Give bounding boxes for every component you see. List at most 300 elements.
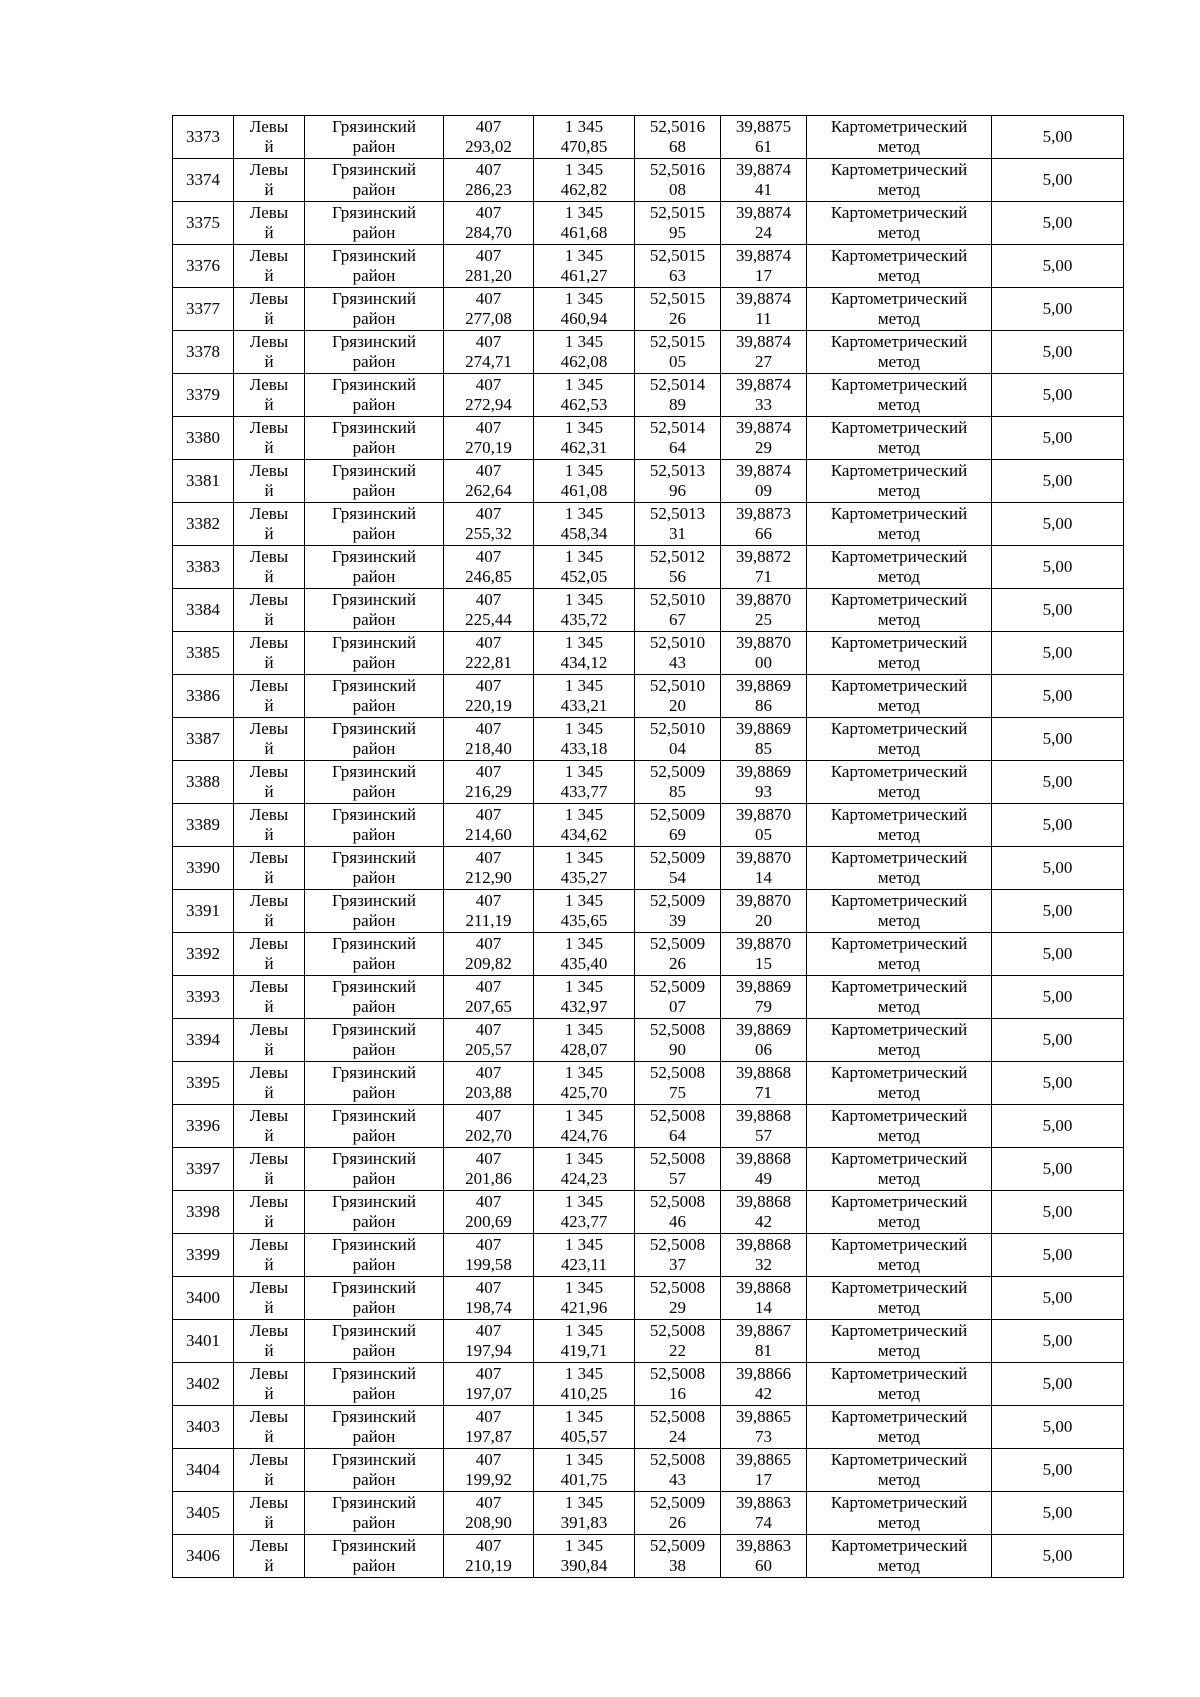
district-cell: Грязинский район [305,1062,444,1105]
district-cell: Грязинский район [305,331,444,374]
method-cell: Картометрический метод [807,288,992,331]
district-cell: Грязинский район [305,847,444,890]
x-coordinate-cell: 407 286,23 [444,159,534,202]
latitude-cell: 52,5015 95 [635,202,721,245]
district-cell: Грязинский район [305,718,444,761]
table-row [173,847,1124,890]
point-number-cell: 3385 [173,632,234,675]
y-coordinate-cell: 1 345 434,12 [534,632,635,675]
x-coordinate-cell: 407 274,71 [444,331,534,374]
accuracy-cell: 5,00 [992,847,1124,890]
side-cell: Левы й [234,460,305,503]
district-cell: Грязинский район [305,159,444,202]
table-row [173,116,1124,159]
x-coordinate-cell: 407 209,82 [444,933,534,976]
table-row [173,589,1124,632]
x-coordinate-cell: 407 212,90 [444,847,534,890]
district-cell: Грязинский район [305,632,444,675]
longitude-cell: 39,8863 60 [721,1535,807,1578]
point-number-cell: 3375 [173,202,234,245]
latitude-cell: 52,5008 37 [635,1234,721,1277]
district-cell: Грязинский район [305,1277,444,1320]
latitude-cell: 52,5010 20 [635,675,721,718]
x-coordinate-cell: 407 205,57 [444,1019,534,1062]
point-number-cell: 3380 [173,417,234,460]
table-row [173,1277,1124,1320]
longitude-cell: 39,8869 93 [721,761,807,804]
latitude-cell: 52,5008 90 [635,1019,721,1062]
method-cell: Картометрический метод [807,1406,992,1449]
table-row [173,1449,1124,1492]
latitude-cell: 52,5014 64 [635,417,721,460]
x-coordinate-cell: 407 199,58 [444,1234,534,1277]
side-cell: Левы й [234,1191,305,1234]
x-coordinate-cell: 407 197,07 [444,1363,534,1406]
accuracy-cell: 5,00 [992,1277,1124,1320]
latitude-cell: 52,5010 43 [635,632,721,675]
longitude-cell: 39,8869 85 [721,718,807,761]
y-coordinate-cell: 1 345 462,08 [534,331,635,374]
district-cell: Грязинский район [305,589,444,632]
method-cell: Картометрический метод [807,546,992,589]
point-number-cell: 3379 [173,374,234,417]
point-number-cell: 3393 [173,976,234,1019]
longitude-cell: 39,8870 20 [721,890,807,933]
latitude-cell: 52,5008 57 [635,1148,721,1191]
accuracy-cell: 5,00 [992,1148,1124,1191]
district-cell: Грязинский район [305,546,444,589]
table-row [173,933,1124,976]
point-number-cell: 3401 [173,1320,234,1363]
latitude-cell: 52,5015 05 [635,331,721,374]
longitude-cell: 39,8870 00 [721,632,807,675]
method-cell: Картометрический метод [807,718,992,761]
district-cell: Грязинский район [305,1019,444,1062]
table-row [173,1019,1124,1062]
method-cell: Картометрический метод [807,1492,992,1535]
side-cell: Левы й [234,804,305,847]
table-row [173,632,1124,675]
accuracy-cell: 5,00 [992,976,1124,1019]
accuracy-cell: 5,00 [992,1320,1124,1363]
accuracy-cell: 5,00 [992,1492,1124,1535]
method-cell: Картометрический метод [807,417,992,460]
point-number-cell: 3377 [173,288,234,331]
y-coordinate-cell: 1 345 423,11 [534,1234,635,1277]
side-cell: Левы й [234,1105,305,1148]
side-cell: Левы й [234,1535,305,1578]
y-coordinate-cell: 1 345 460,94 [534,288,635,331]
accuracy-cell: 5,00 [992,503,1124,546]
point-number-cell: 3382 [173,503,234,546]
y-coordinate-cell: 1 345 390,84 [534,1535,635,1578]
table-row [173,245,1124,288]
coordinates-table [172,115,1124,1578]
point-number-cell: 3391 [173,890,234,933]
accuracy-cell: 5,00 [992,1535,1124,1578]
latitude-cell: 52,5008 16 [635,1363,721,1406]
y-coordinate-cell: 1 345 435,65 [534,890,635,933]
x-coordinate-cell: 407 201,86 [444,1148,534,1191]
table-row [173,503,1124,546]
longitude-cell: 39,8874 11 [721,288,807,331]
y-coordinate-cell: 1 345 435,40 [534,933,635,976]
y-coordinate-cell: 1 345 470,85 [534,116,635,159]
latitude-cell: 52,5016 68 [635,116,721,159]
district-cell: Грязинский район [305,1234,444,1277]
method-cell: Картометрический метод [807,890,992,933]
district-cell: Грязинский район [305,1535,444,1578]
y-coordinate-cell: 1 345 433,77 [534,761,635,804]
point-number-cell: 3374 [173,159,234,202]
longitude-cell: 39,8868 57 [721,1105,807,1148]
x-coordinate-cell: 407 211,19 [444,890,534,933]
point-number-cell: 3373 [173,116,234,159]
y-coordinate-cell: 1 345 462,31 [534,417,635,460]
method-cell: Картометрический метод [807,1234,992,1277]
x-coordinate-cell: 407 210,19 [444,1535,534,1578]
point-number-cell: 3389 [173,804,234,847]
latitude-cell: 52,5013 96 [635,460,721,503]
accuracy-cell: 5,00 [992,202,1124,245]
latitude-cell: 52,5013 31 [635,503,721,546]
latitude-cell: 52,5008 24 [635,1406,721,1449]
latitude-cell: 52,5008 43 [635,1449,721,1492]
method-cell: Картометрический метод [807,1191,992,1234]
accuracy-cell: 5,00 [992,1105,1124,1148]
latitude-cell: 52,5015 26 [635,288,721,331]
point-number-cell: 3390 [173,847,234,890]
side-cell: Левы й [234,632,305,675]
accuracy-cell: 5,00 [992,331,1124,374]
accuracy-cell: 5,00 [992,1406,1124,1449]
x-coordinate-cell: 407 246,85 [444,546,534,589]
longitude-cell: 39,8875 61 [721,116,807,159]
table-body [173,116,1124,1578]
point-number-cell: 3399 [173,1234,234,1277]
longitude-cell: 39,8869 86 [721,675,807,718]
table-row [173,1535,1124,1578]
x-coordinate-cell: 407 293,02 [444,116,534,159]
table-row [173,1492,1124,1535]
y-coordinate-cell: 1 345 423,77 [534,1191,635,1234]
longitude-cell: 39,8873 66 [721,503,807,546]
x-coordinate-cell: 407 262,64 [444,460,534,503]
x-coordinate-cell: 407 208,90 [444,1492,534,1535]
point-number-cell: 3381 [173,460,234,503]
point-number-cell: 3392 [173,933,234,976]
method-cell: Картометрический метод [807,1535,992,1578]
district-cell: Грязинский район [305,202,444,245]
district-cell: Грязинский район [305,1363,444,1406]
district-cell: Грязинский район [305,1449,444,1492]
accuracy-cell: 5,00 [992,1191,1124,1234]
longitude-cell: 39,8868 71 [721,1062,807,1105]
accuracy-cell: 5,00 [992,804,1124,847]
longitude-cell: 39,8874 33 [721,374,807,417]
longitude-cell: 39,8874 17 [721,245,807,288]
method-cell: Картометрический метод [807,374,992,417]
point-number-cell: 3394 [173,1019,234,1062]
point-number-cell: 3395 [173,1062,234,1105]
longitude-cell: 39,8868 42 [721,1191,807,1234]
table-row [173,1191,1124,1234]
district-cell: Грязинский район [305,761,444,804]
accuracy-cell: 5,00 [992,1234,1124,1277]
longitude-cell: 39,8865 17 [721,1449,807,1492]
point-number-cell: 3405 [173,1492,234,1535]
table-row [173,1148,1124,1191]
district-cell: Грязинский район [305,1148,444,1191]
side-cell: Левы й [234,202,305,245]
table-row [173,331,1124,374]
district-cell: Грязинский район [305,1492,444,1535]
district-cell: Грязинский район [305,374,444,417]
table-row [173,976,1124,1019]
point-number-cell: 3397 [173,1148,234,1191]
latitude-cell: 52,5010 04 [635,718,721,761]
side-cell: Левы й [234,589,305,632]
longitude-cell: 39,8869 06 [721,1019,807,1062]
side-cell: Левы й [234,417,305,460]
accuracy-cell: 5,00 [992,245,1124,288]
accuracy-cell: 5,00 [992,718,1124,761]
table-row [173,1105,1124,1148]
accuracy-cell: 5,00 [992,890,1124,933]
side-cell: Левы й [234,116,305,159]
longitude-cell: 39,8865 73 [721,1406,807,1449]
point-number-cell: 3376 [173,245,234,288]
accuracy-cell: 5,00 [992,1062,1124,1105]
district-cell: Грязинский район [305,804,444,847]
method-cell: Картометрический метод [807,159,992,202]
accuracy-cell: 5,00 [992,374,1124,417]
x-coordinate-cell: 407 277,08 [444,288,534,331]
side-cell: Левы й [234,1234,305,1277]
accuracy-cell: 5,00 [992,288,1124,331]
district-cell: Грязинский район [305,460,444,503]
side-cell: Левы й [234,288,305,331]
latitude-cell: 52,5009 69 [635,804,721,847]
point-number-cell: 3402 [173,1363,234,1406]
method-cell: Картометрический метод [807,331,992,374]
side-cell: Левы й [234,847,305,890]
latitude-cell: 52,5008 29 [635,1277,721,1320]
district-cell: Грязинский район [305,890,444,933]
accuracy-cell: 5,00 [992,1019,1124,1062]
district-cell: Грязинский район [305,1320,444,1363]
side-cell: Левы й [234,1320,305,1363]
longitude-cell: 39,8872 71 [721,546,807,589]
table-row [173,1320,1124,1363]
accuracy-cell: 5,00 [992,761,1124,804]
latitude-cell: 52,5016 08 [635,159,721,202]
x-coordinate-cell: 407 207,65 [444,976,534,1019]
method-cell: Картометрический метод [807,116,992,159]
table-row [173,1406,1124,1449]
side-cell: Левы й [234,890,305,933]
latitude-cell: 52,5012 56 [635,546,721,589]
y-coordinate-cell: 1 345 433,18 [534,718,635,761]
table-row [173,159,1124,202]
side-cell: Левы й [234,976,305,1019]
method-cell: Картометрический метод [807,675,992,718]
y-coordinate-cell: 1 345 401,75 [534,1449,635,1492]
longitude-cell: 39,8870 25 [721,589,807,632]
side-cell: Левы й [234,1062,305,1105]
accuracy-cell: 5,00 [992,1449,1124,1492]
latitude-cell: 52,5009 39 [635,890,721,933]
method-cell: Картометрический метод [807,1148,992,1191]
accuracy-cell: 5,00 [992,159,1124,202]
point-number-cell: 3403 [173,1406,234,1449]
x-coordinate-cell: 407 272,94 [444,374,534,417]
side-cell: Левы й [234,1406,305,1449]
longitude-cell: 39,8874 27 [721,331,807,374]
method-cell: Картометрический метод [807,460,992,503]
method-cell: Картометрический метод [807,1363,992,1406]
table-row [173,288,1124,331]
x-coordinate-cell: 407 198,74 [444,1277,534,1320]
y-coordinate-cell: 1 345 461,08 [534,460,635,503]
method-cell: Картометрический метод [807,804,992,847]
x-coordinate-cell: 407 197,94 [444,1320,534,1363]
side-cell: Левы й [234,331,305,374]
latitude-cell: 52,5009 38 [635,1535,721,1578]
latitude-cell: 52,5014 89 [635,374,721,417]
latitude-cell: 52,5009 85 [635,761,721,804]
table-row [173,417,1124,460]
y-coordinate-cell: 1 345 425,70 [534,1062,635,1105]
longitude-cell: 39,8870 15 [721,933,807,976]
x-coordinate-cell: 407 220,19 [444,675,534,718]
table-row [173,374,1124,417]
accuracy-cell: 5,00 [992,933,1124,976]
y-coordinate-cell: 1 345 432,97 [534,976,635,1019]
side-cell: Левы й [234,933,305,976]
y-coordinate-cell: 1 345 421,96 [534,1277,635,1320]
table-row [173,804,1124,847]
district-cell: Грязинский район [305,1105,444,1148]
table-row [173,761,1124,804]
method-cell: Картометрический метод [807,976,992,1019]
latitude-cell: 52,5009 26 [635,1492,721,1535]
accuracy-cell: 5,00 [992,546,1124,589]
latitude-cell: 52,5008 75 [635,1062,721,1105]
method-cell: Картометрический метод [807,1019,992,1062]
x-coordinate-cell: 407 284,70 [444,202,534,245]
accuracy-cell: 5,00 [992,675,1124,718]
district-cell: Грязинский район [305,245,444,288]
longitude-cell: 39,8868 32 [721,1234,807,1277]
x-coordinate-cell: 407 216,29 [444,761,534,804]
longitude-cell: 39,8870 14 [721,847,807,890]
accuracy-cell: 5,00 [992,116,1124,159]
method-cell: Картометрический метод [807,245,992,288]
point-number-cell: 3404 [173,1449,234,1492]
district-cell: Грязинский район [305,976,444,1019]
district-cell: Грязинский район [305,503,444,546]
latitude-cell: 52,5008 64 [635,1105,721,1148]
point-number-cell: 3378 [173,331,234,374]
longitude-cell: 39,8874 24 [721,202,807,245]
latitude-cell: 52,5009 26 [635,933,721,976]
longitude-cell: 39,8867 81 [721,1320,807,1363]
y-coordinate-cell: 1 345 433,21 [534,675,635,718]
district-cell: Грязинский район [305,417,444,460]
side-cell: Левы й [234,1363,305,1406]
y-coordinate-cell: 1 345 424,23 [534,1148,635,1191]
accuracy-cell: 5,00 [992,417,1124,460]
x-coordinate-cell: 407 222,81 [444,632,534,675]
side-cell: Левы й [234,1492,305,1535]
y-coordinate-cell: 1 345 405,57 [534,1406,635,1449]
accuracy-cell: 5,00 [992,589,1124,632]
longitude-cell: 39,8868 14 [721,1277,807,1320]
district-cell: Грязинский район [305,1406,444,1449]
accuracy-cell: 5,00 [992,460,1124,503]
y-coordinate-cell: 1 345 435,27 [534,847,635,890]
method-cell: Картометрический метод [807,1277,992,1320]
side-cell: Левы й [234,374,305,417]
side-cell: Левы й [234,675,305,718]
point-number-cell: 3388 [173,761,234,804]
point-number-cell: 3386 [173,675,234,718]
x-coordinate-cell: 407 218,40 [444,718,534,761]
x-coordinate-cell: 407 225,44 [444,589,534,632]
longitude-cell: 39,8866 42 [721,1363,807,1406]
latitude-cell: 52,5009 54 [635,847,721,890]
y-coordinate-cell: 1 345 462,53 [534,374,635,417]
point-number-cell: 3383 [173,546,234,589]
x-coordinate-cell: 407 255,32 [444,503,534,546]
longitude-cell: 39,8874 29 [721,417,807,460]
longitude-cell: 39,8874 41 [721,159,807,202]
district-cell: Грязинский район [305,1191,444,1234]
method-cell: Картометрический метод [807,1320,992,1363]
table-row [173,675,1124,718]
district-cell: Грязинский район [305,933,444,976]
x-coordinate-cell: 407 200,69 [444,1191,534,1234]
method-cell: Картометрический метод [807,202,992,245]
point-number-cell: 3387 [173,718,234,761]
side-cell: Левы й [234,1148,305,1191]
y-coordinate-cell: 1 345 434,62 [534,804,635,847]
method-cell: Картометрический метод [807,761,992,804]
method-cell: Картометрический метод [807,632,992,675]
district-cell: Грязинский район [305,288,444,331]
side-cell: Левы й [234,718,305,761]
x-coordinate-cell: 407 203,88 [444,1062,534,1105]
latitude-cell: 52,5015 63 [635,245,721,288]
longitude-cell: 39,8869 79 [721,976,807,1019]
table-row [173,1062,1124,1105]
y-coordinate-cell: 1 345 428,07 [534,1019,635,1062]
y-coordinate-cell: 1 345 435,72 [534,589,635,632]
x-coordinate-cell: 407 281,20 [444,245,534,288]
latitude-cell: 52,5008 22 [635,1320,721,1363]
longitude-cell: 39,8874 09 [721,460,807,503]
table-row [173,460,1124,503]
method-cell: Картометрический метод [807,933,992,976]
district-cell: Грязинский район [305,116,444,159]
x-coordinate-cell: 407 270,19 [444,417,534,460]
table-row [173,890,1124,933]
method-cell: Картометрический метод [807,503,992,546]
latitude-cell: 52,5009 07 [635,976,721,1019]
table-row [173,718,1124,761]
x-coordinate-cell: 407 199,92 [444,1449,534,1492]
